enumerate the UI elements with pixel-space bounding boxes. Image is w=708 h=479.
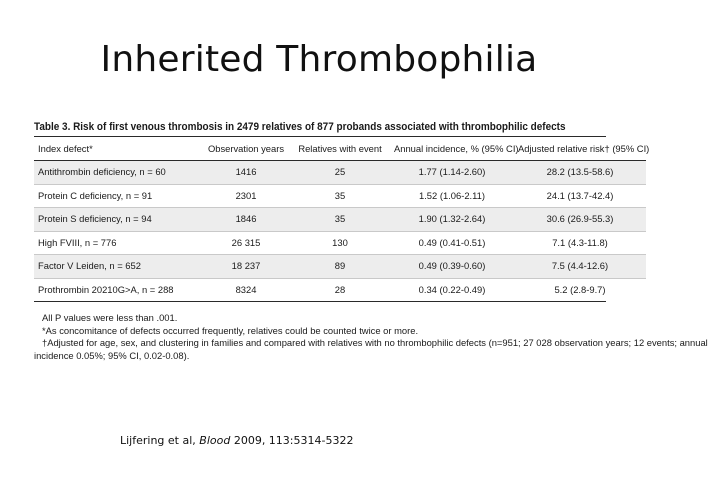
table-row (34, 255, 646, 279)
cell-adjusted-relative-risk: 30.6 (26.9-55.3) (514, 208, 646, 232)
table-header-row (34, 137, 646, 161)
table-bottom-rule (34, 301, 606, 302)
footnote-p-values: All P values were less than .001. (42, 312, 178, 323)
data-table (34, 137, 650, 301)
cell-annual-incidence: 1.52 (1.06-2.11) (390, 184, 514, 208)
cell-relatives-with-event: 35 (290, 184, 390, 208)
thrombosis-risk-table (34, 119, 708, 362)
cell-relatives-with-event: 35 (290, 208, 390, 232)
cell-observation-years: 8324 (202, 278, 290, 301)
footnote-concomitance: *As concomitance of defects occurred frequently, relatives could be counted twice or more. (42, 324, 419, 336)
cell-relatives-with-event: 89 (290, 255, 390, 279)
citation-details: 2009, 113:5314-5322 (230, 434, 354, 447)
cell-index-defect: Protein C deficiency, n = 91 (34, 184, 202, 208)
cell-adjusted-relative-risk: 28.2 (13.5-58.6) (514, 161, 646, 185)
cell-relatives-with-event: 25 (290, 161, 390, 185)
citation (120, 434, 353, 447)
citation-journal: Blood (199, 434, 231, 447)
cell-observation-years: 2301 (202, 184, 290, 208)
cell-index-defect: Antithrombin deficiency, n = 60 (34, 161, 202, 185)
cell-adjusted-relative-risk: 5.2 (2.8-9.7) (514, 278, 646, 301)
cell-adjusted-relative-risk: 7.5 (4.4-12.6) (514, 255, 646, 279)
column-header-relatives-with-event: Relatives with event (290, 137, 390, 161)
column-header-annual-incidence: Annual incidence, % (95% CI) (390, 137, 514, 161)
cell-annual-incidence: 1.90 (1.32-2.64) (390, 208, 514, 232)
column-header-index-defect: Index defect* (34, 137, 202, 161)
cell-adjusted-relative-risk: 7.1 (4.3-11.8) (514, 231, 646, 255)
footnote-adjusted-line1: †Adjusted for age, sex, and clustering in families and compared with relatives with no thrombophilic defects (n=951; 27 028 observation years; 12 events; annual (42, 337, 708, 349)
cell-observation-years: 26 315 (202, 231, 290, 255)
cell-annual-incidence: 1.77 (1.14-2.60) (390, 161, 514, 185)
table-row (34, 184, 646, 208)
table-row (34, 278, 646, 301)
citation-authors: Lijfering et al, (120, 434, 200, 447)
cell-annual-incidence: 0.49 (0.39-0.60) (390, 255, 514, 279)
cell-relatives-with-event: 28 (290, 278, 390, 301)
table-row (34, 161, 646, 185)
cell-observation-years: 1416 (202, 161, 290, 185)
cell-observation-years: 18 237 (202, 255, 290, 279)
cell-adjusted-relative-risk: 24.1 (13.7-42.4) (514, 184, 646, 208)
cell-index-defect: Protein S deficiency, n = 94 (34, 208, 202, 232)
cell-index-defect: High FVIII, n = 776 (34, 231, 202, 255)
cell-index-defect: Factor V Leiden, n = 652 (34, 255, 202, 279)
footnote-adjusted-line2: incidence 0.05%; 95% CI, 0.02-0.08). (34, 349, 190, 361)
cell-relatives-with-event: 130 (290, 231, 390, 255)
slide-title: Inherited Thrombophilia (100, 39, 538, 80)
column-header-adjusted-relative-risk: Adjusted relative risk† (95% CI) (514, 137, 646, 161)
cell-observation-years: 1846 (202, 208, 290, 232)
cell-index-defect: Prothrombin 20210G>A, n = 288 (34, 278, 202, 301)
cell-annual-incidence: 0.34 (0.22-0.49) (390, 278, 514, 301)
cell-annual-incidence: 0.49 (0.41-0.51) (390, 231, 514, 255)
column-header-observation-years: Observation years (202, 137, 290, 161)
table-footnotes (34, 312, 708, 362)
table-caption: Table 3. Risk of first venous thrombosis in 2479 relatives of 877 probands associated with thrombophilic defects (34, 121, 566, 133)
table-row (34, 231, 646, 255)
table-row (34, 208, 646, 232)
